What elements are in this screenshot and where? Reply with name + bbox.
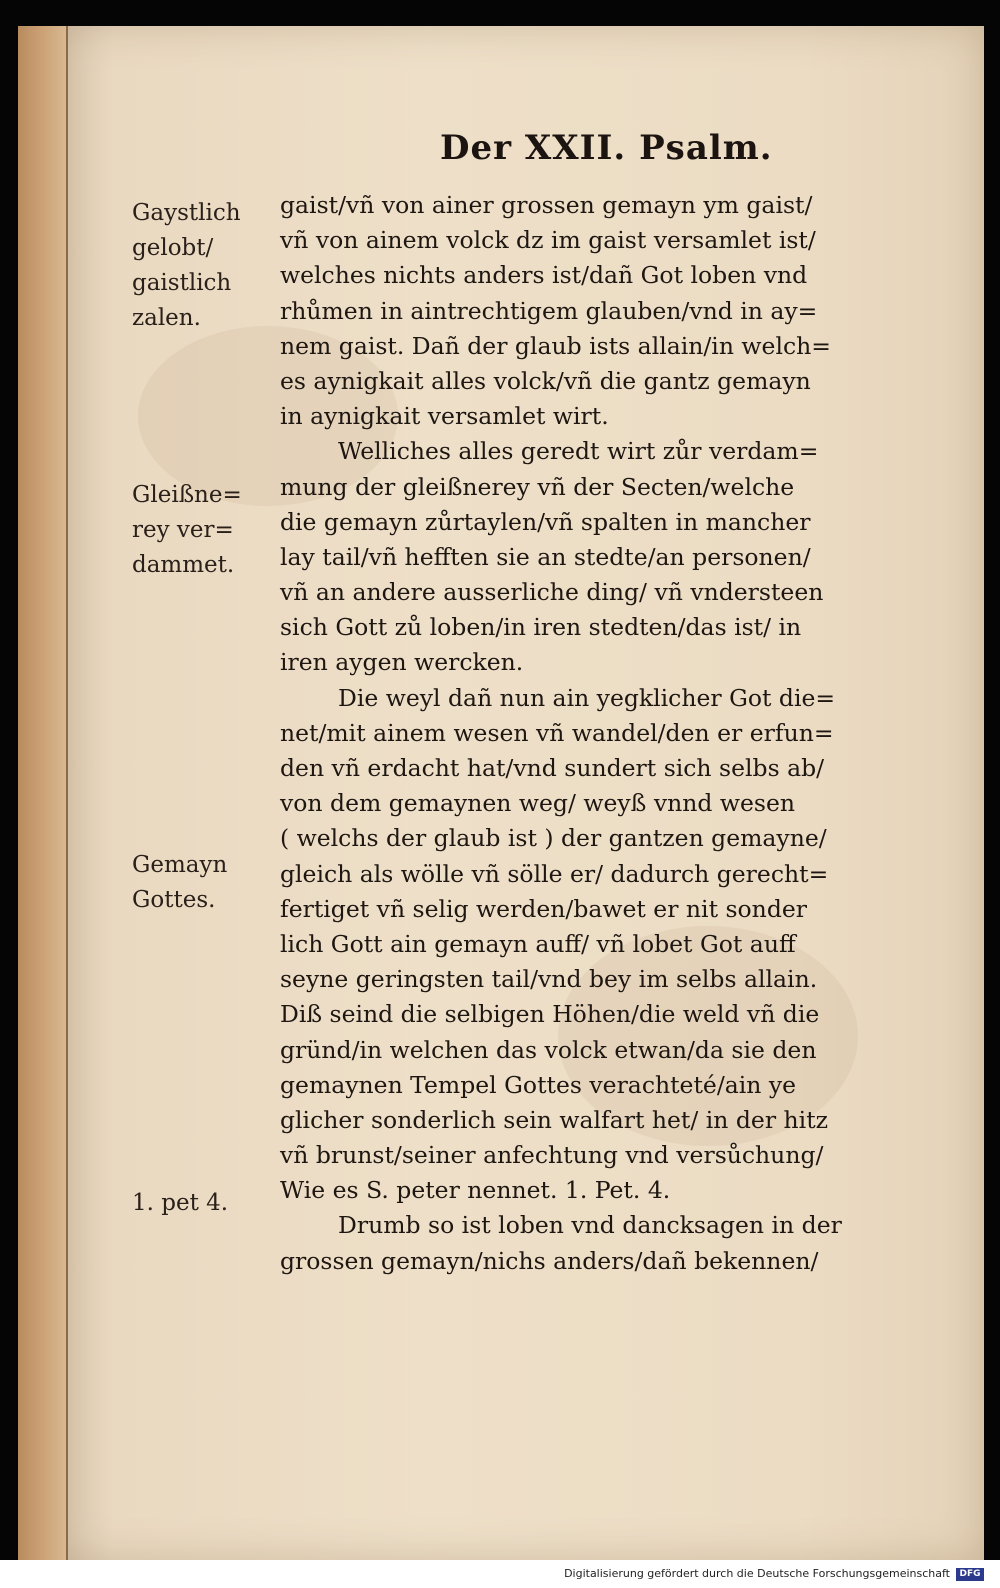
text-line: Diß seind die selbigen Höhen/die weld vñ die <box>280 1000 820 1029</box>
running-head: Der XXII. Psalm. <box>440 128 773 168</box>
marginal-line: rey ver= <box>132 517 234 543</box>
marginal-note-4 <box>132 1186 282 1221</box>
main-text-block <box>280 188 948 1279</box>
text-line: sich Gott zů loben/in iren stedten/das ist/ in <box>280 613 802 642</box>
text-line: vñ an andere ausserliche ding/ vñ vndersteen <box>280 578 824 607</box>
book-binding-edge <box>18 26 68 1560</box>
text-line: grossen gemayn/nichs anders/dañ bekennen/ <box>280 1246 819 1275</box>
text-line: mung der gleißnerey vñ der Secten/welche <box>280 472 795 501</box>
text-line: vñ von ainem volck dz im gaist versamlet ist/ <box>280 226 816 255</box>
dfg-logo: DFG <box>956 1568 984 1581</box>
text-line: ( welchs der glaub ist ) der gantzen gemayne/ <box>280 824 827 853</box>
text-line: in aynigkait versamlet wirt. <box>280 402 609 431</box>
marginal-line: gelobt/ <box>132 235 214 261</box>
footer-bar <box>0 1560 1000 1588</box>
marginal-line: Gaystlich <box>132 200 241 226</box>
text-line: von dem gemaynen weg/ weyß vnnd wesen <box>280 789 796 818</box>
text-line: Die weyl dañ nun ain yegklicher Got die= <box>338 683 836 712</box>
marginal-line: gaistlich <box>132 270 232 296</box>
text-line: glicher sonderlich sein walfart het/ in der hitz <box>280 1105 829 1134</box>
text-line: net/mit ainem wesen vñ wandel/den er erfun= <box>280 718 834 747</box>
marginal-note-3 <box>132 848 282 918</box>
text-line: rhůmen in aintrechtigem glauben/vnd in ay= <box>280 296 818 325</box>
text-line: gaist/vñ von ainer grossen gemayn ym gaist/ <box>280 191 813 219</box>
text-line: vñ brunst/seiner anfechtung vnd versůchung/ <box>280 1141 824 1170</box>
marginal-line: 1. pet 4. <box>132 1190 229 1216</box>
text-line: iren aygen wercken. <box>280 648 524 677</box>
text-line: lich Gott ain gemayn auff/ vñ lobet Got auff <box>280 929 796 958</box>
text-line: gemaynen Tempel Gottes verachteté/ain ye <box>280 1070 797 1099</box>
text-line: nem gaist. Dañ der glaub ists allain/in welch= <box>280 331 831 360</box>
marginal-line: Gottes. <box>132 887 216 913</box>
marginal-line: Gemayn <box>132 852 228 878</box>
text-line: seyne geringsten tail/vnd bey im selbs allain. <box>280 965 818 994</box>
text-line: Drumb so ist loben vnd dancksagen in der <box>338 1211 842 1240</box>
marginal-note-1 <box>132 196 282 336</box>
marginal-line: Gleißne= <box>132 482 242 508</box>
text-line: welches nichts anders ist/dañ Got loben vnd <box>280 261 808 290</box>
marginal-line: zalen. <box>132 305 201 331</box>
marginal-note-2 <box>132 478 282 583</box>
marginal-line: dammet. <box>132 552 235 578</box>
text-line: Welliches alles geredt wirt zůr verdam= <box>338 437 819 466</box>
text-line: es aynigkait alles volck/vñ die gantz gemayn <box>280 366 811 395</box>
text-line: den vñ erdacht hat/vnd sundert sich selbs ab/ <box>280 754 825 782</box>
text-line: die gemayn zůrtaylen/vñ spalten in mancher <box>280 507 811 536</box>
text-line: gründ/in welchen das volck etwan/da sie den <box>280 1035 817 1064</box>
text-line: lay tail/vñ hefften sie an stedte/an personen/ <box>280 542 811 571</box>
funding-credit: Digitalisierung gefördert durch die Deutsche Forschungsgemeinschaft <box>564 1567 950 1580</box>
text-line: gleich als wölle vñ sölle er/ dadurch gerecht= <box>280 859 829 888</box>
text-line: fertiget vñ selig werden/bawet er nit sonder <box>280 894 808 923</box>
text-line: Wie es S. peter nennet. 1. Pet. 4. <box>280 1176 671 1205</box>
